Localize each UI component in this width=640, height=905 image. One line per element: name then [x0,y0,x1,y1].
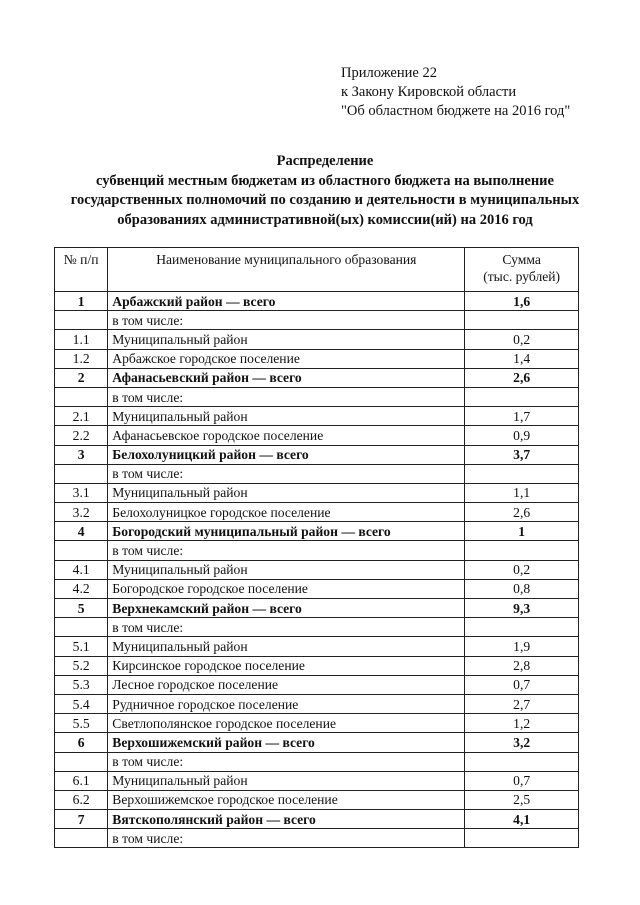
table-row [55,387,579,406]
cell-sum: 1 [465,522,579,541]
cell-num: 2.1 [55,407,108,426]
cell-name: Белохолуницкий район — всего [108,445,465,464]
cell-num: 4.1 [55,560,108,579]
table-row [55,407,579,426]
cell-name: Афанасьевский район — всего [108,368,465,387]
appendix-block [341,64,570,121]
appendix-line-3: "Об областном бюджете на 2016 год" [341,103,571,119]
cell-name: Верхошижемский район — всего [108,733,465,752]
cell-sum: 0,7 [465,675,579,694]
cell-sum: 3,2 [465,733,579,752]
cell-num [55,752,108,771]
cell-num: 1.1 [55,330,108,349]
cell-sum: 2,6 [465,368,579,387]
cell-name: в том числе: [108,541,465,560]
table-row [55,503,579,522]
cell-sum: 4,1 [465,810,579,829]
cell-num: 1.2 [55,349,108,368]
cell-num: 3.1 [55,483,108,502]
table-row [55,349,579,368]
cell-num: 1 [55,292,108,311]
cell-sum [465,829,579,848]
cell-sum: 3,7 [465,445,579,464]
cell-sum: 1,9 [465,637,579,656]
header-sum-line-1: Сумма [502,252,541,267]
table-row-total [55,599,579,618]
cell-num: 2.2 [55,426,108,445]
cell-sum [465,311,579,330]
cell-name: Арбажское городское поселение [108,349,465,368]
cell-name: Афанасьевское городское поселение [108,426,465,445]
cell-name: Верхнекамский район — всего [108,599,465,618]
cell-sum: 2,8 [465,656,579,675]
cell-sum: 1,6 [465,292,579,311]
table-row [55,675,579,694]
table-row-total [55,445,579,464]
table-row-total [55,810,579,829]
cell-sum: 0,2 [465,560,579,579]
table-row [55,311,579,330]
cell-num: 5.5 [55,714,108,733]
table-row [55,829,579,848]
cell-name: Кирсинское городское поселение [108,656,465,675]
cell-name: Вятскополянский район — всего [108,810,465,829]
cell-num: 5.2 [55,656,108,675]
header-name: Наименование муниципального образования [108,248,465,292]
cell-sum: 0,7 [465,771,579,790]
cell-num: 5.3 [55,675,108,694]
table-row-total [55,733,579,752]
cell-num: 6.1 [55,771,108,790]
appendix-line-2: к Закону Кировской области [341,84,517,100]
cell-num [55,464,108,483]
table-row [55,656,579,675]
cell-name: Белохолуницкое городское поселение [108,503,465,522]
table-row [55,541,579,560]
cell-name: Светлополянское городское поселение [108,714,465,733]
cell-name: Арбажский район — всего [108,292,465,311]
table-row-total [55,292,579,311]
table-row [55,790,579,809]
heading-line-1: Распределение [276,153,374,169]
cell-name: в том числе: [108,464,465,483]
cell-sum: 1,1 [465,483,579,502]
cell-sum: 1,4 [465,349,579,368]
cell-name: Богородское городское поселение [108,579,465,598]
table-row [55,694,579,713]
cell-num [55,829,108,848]
cell-sum: 2,5 [465,790,579,809]
cell-num: 6 [55,733,108,752]
cell-name: Муниципальный район [108,560,465,579]
table-row [55,714,579,733]
cell-num: 4 [55,522,108,541]
cell-num: 5.4 [55,694,108,713]
cell-num: 3.2 [55,503,108,522]
cell-sum: 0,9 [465,426,579,445]
table-body [55,292,579,848]
heading-line-2: субвенций местным бюджетам из областного бюджета на выполнение [96,172,554,189]
distribution-table [54,247,579,848]
cell-name: Муниципальный район [108,637,465,656]
cell-sum: 2,7 [465,694,579,713]
cell-num: 4.2 [55,579,108,598]
cell-sum: 0,8 [465,579,579,598]
table-row [55,618,579,637]
header-sum-line-2: (тыс. рублей) [483,269,561,284]
cell-sum: 1,7 [465,407,579,426]
cell-num [55,541,108,560]
table-row [55,560,579,579]
cell-name: Верхошижемское городское поселение [108,790,465,809]
cell-name: Муниципальный район [108,407,465,426]
table-header-row [55,248,579,292]
heading-line-3: государственных полномочий по созданию и деятельности в муниципальных [70,192,580,208]
cell-num [55,311,108,330]
cell-num: 7 [55,810,108,829]
cell-name: Рудничное городское поселение [108,694,465,713]
cell-sum: 9,3 [465,599,579,618]
cell-num: 5 [55,599,108,618]
cell-sum [465,618,579,637]
appendix-line-1: Приложение 22 [341,65,437,81]
cell-name: в том числе: [108,387,465,406]
cell-num [55,387,108,406]
cell-name: Лесное городское поселение [108,675,465,694]
cell-sum: 2,6 [465,503,579,522]
table-row [55,579,579,598]
cell-num: 6.2 [55,790,108,809]
table-row-total [55,522,579,541]
table-row [55,426,579,445]
cell-name: Муниципальный район [108,483,465,502]
cell-sum [465,464,579,483]
document-heading [40,152,610,230]
cell-name: в том числе: [108,829,465,848]
table-row [55,771,579,790]
table-row [55,330,579,349]
cell-num: 3 [55,445,108,464]
cell-sum: 1,2 [465,714,579,733]
cell-num: 2 [55,368,108,387]
header-sum [465,248,579,292]
header-num: № п/п [55,248,108,292]
table-row-total [55,368,579,387]
cell-sum: 0,2 [465,330,579,349]
table-row [55,637,579,656]
table-row [55,483,579,502]
cell-sum [465,752,579,771]
cell-name: в том числе: [108,311,465,330]
cell-num: 5.1 [55,637,108,656]
table-row [55,464,579,483]
cell-sum [465,387,579,406]
cell-sum [465,541,579,560]
cell-name: в том числе: [108,618,465,637]
cell-name: Богородский муниципальный район — всего [108,522,465,541]
table-row [55,752,579,771]
cell-num [55,618,108,637]
heading-line-4: образованиях административной(ых) комиссии(ий) на 2016 год [117,211,533,228]
cell-name: Муниципальный район [108,330,465,349]
cell-name: Муниципальный район [108,771,465,790]
cell-name: в том числе: [108,752,465,771]
